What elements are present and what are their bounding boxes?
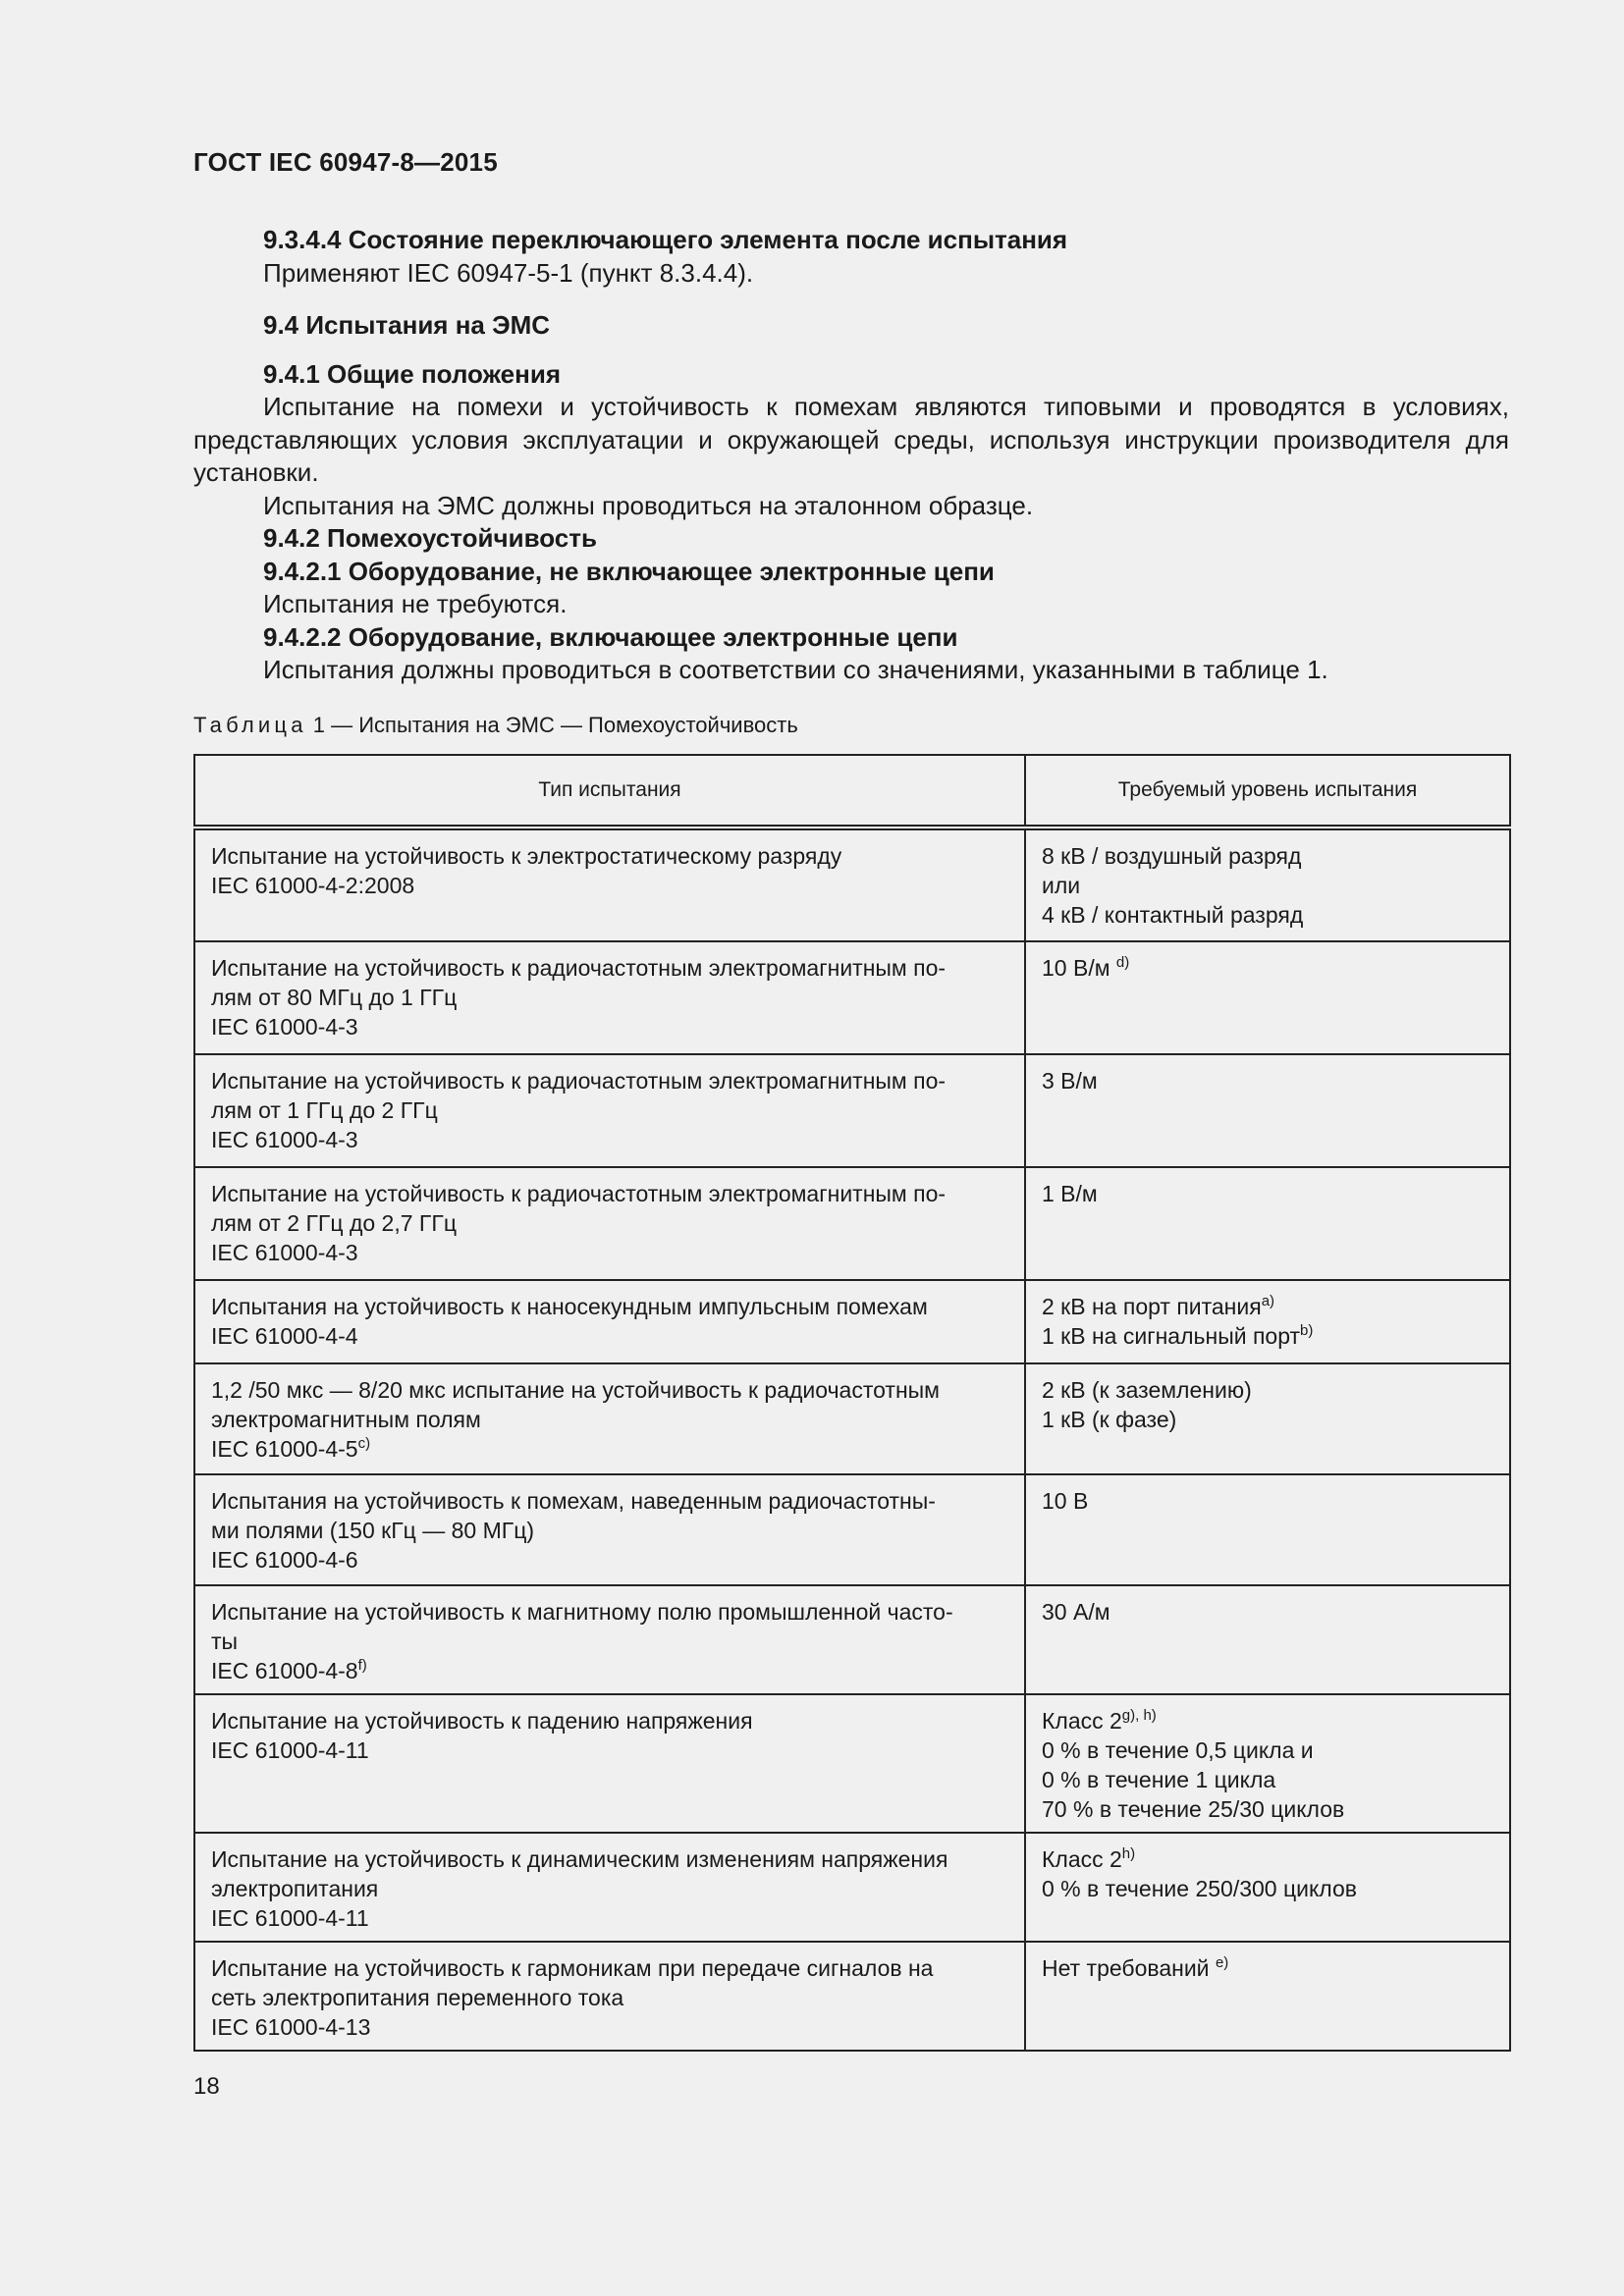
test-description: Испытание на устойчивость к динамическим изменениям напряжения электропитания IEC 61000-4-11 — [211, 1846, 948, 1931]
cell-level — [1025, 1833, 1510, 1942]
cell-level — [1025, 1942, 1510, 2051]
footnote-ref: c) — [357, 1435, 371, 1452]
heading-9-3-4-4: 9.3.4.4 Состояние переключающего элемента после испытания — [263, 225, 1068, 254]
cell-level — [1025, 1363, 1510, 1474]
cell-level — [1025, 828, 1510, 941]
table-row — [194, 1833, 1510, 1942]
footnote-ref: h) — [1121, 1845, 1136, 1862]
test-description: Испытание на устойчивость к радиочастотным электромагнитным по- лям от 1 ГГц до 2 ГГц IEC 61000-4-3 — [211, 1068, 947, 1152]
header-required-level: Требуемый уровень испытания — [1025, 755, 1510, 828]
test-description: Испытание на устойчивость к радиочастотным электромагнитным по- лям от 2 ГГц до 2,7 ГГц IEC 61000-4-3 — [211, 1181, 947, 1265]
test-level-a: 2 кВ на порт питания — [1042, 1294, 1262, 1319]
cell-test-type — [194, 1942, 1025, 2051]
cell-level — [1025, 1167, 1510, 1280]
heading-9-4-2-1: 9.4.2.1 Оборудование, не включающее электронные цепи — [263, 556, 995, 586]
test-level: 1 В/м — [1042, 1181, 1098, 1206]
table-row — [194, 941, 1510, 1054]
test-description: Испытание на устойчивость к электростатическому разряду IEC 61000-4-2:2008 — [211, 843, 842, 898]
test-level-class: Класс 2 — [1042, 1708, 1122, 1734]
cell-test-type — [194, 1694, 1025, 1833]
cell-level — [1025, 1474, 1510, 1585]
footnote-ref: e) — [1215, 1954, 1229, 1971]
footnote-ref: g), h) — [1121, 1707, 1157, 1724]
cell-level — [1025, 1694, 1510, 1833]
test-level: 2 кВ (к заземлению) 1 кВ (к фазе) — [1042, 1377, 1252, 1432]
cell-test-type — [194, 1474, 1025, 1585]
test-description: 1,2 /50 мкс — 8/20 мкс испытание на устойчивость к радиочастотным электромагнитным полям IEC 61000-4-5 — [211, 1377, 940, 1462]
test-level: 8 кВ / воздушный разряд или 4 кВ / контактный разряд — [1042, 843, 1304, 928]
cell-test-type — [194, 1280, 1025, 1363]
cell-test-type — [194, 1833, 1025, 1942]
ems-immunity-table — [193, 754, 1511, 2052]
header-test-type: Тип испытания — [194, 755, 1025, 828]
test-description: Испытания на устойчивость к наносекундным импульсным помехам IEC 61000-4-4 — [211, 1294, 928, 1349]
table-caption-label: Таблица — [193, 713, 307, 737]
test-level: 0 % в течение 250/300 циклов — [1042, 1876, 1358, 1901]
page-number: 18 — [193, 2073, 220, 2100]
footnote-ref: f) — [357, 1657, 367, 1674]
text-9-3-4-4: Применяют IEC 60947-5-1 (пункт 8.3.4.4). — [263, 257, 754, 288]
heading-9-4-1: 9.4.1 Общие положения — [263, 358, 561, 389]
paragraph-9-4-1-a: Испытание на помехи и устойчивость к помехам являются типовыми и проводятся в условиях, представляющих условия эксплуатации и окружающей среды, используя инструкции производителя для установки. — [193, 392, 1509, 487]
footnote-ref: d) — [1115, 954, 1130, 971]
test-level-b: 1 кВ на сигнальный порт — [1042, 1323, 1301, 1349]
test-level: 0 % в течение 0,5 цикла и 0 % в течение 1 цикла 70 % в течение 25/30 циклов — [1042, 1737, 1345, 1822]
document-header: ГОСТ IEC 60947-8—2015 — [193, 147, 498, 177]
test-level: 10 В — [1042, 1488, 1089, 1514]
table-row — [194, 1694, 1510, 1833]
table-row — [194, 1363, 1510, 1474]
table-row — [194, 1942, 1510, 2051]
test-level: Нет требований — [1042, 1955, 1216, 1981]
cell-test-type — [194, 1585, 1025, 1694]
table-row — [194, 1585, 1510, 1694]
footnote-ref: b) — [1300, 1322, 1314, 1339]
text-9-4-2-1: Испытания не требуются. — [263, 589, 568, 618]
table-caption — [193, 713, 798, 738]
paragraph-9-4-1-b: Испытания на ЭМС должны проводиться на эталонном образце. — [263, 490, 1034, 520]
test-level: 30 А/м — [1042, 1599, 1110, 1625]
text-9-4-2-2: Испытания должны проводиться в соответствии со значениями, указанными в таблице 1. — [263, 655, 1328, 684]
heading-9-4: 9.4 Испытания на ЭМС — [263, 310, 551, 340]
table-row — [194, 1167, 1510, 1280]
cell-level — [1025, 1054, 1510, 1167]
table-row — [194, 1280, 1510, 1363]
cell-test-type — [194, 828, 1025, 941]
cell-test-type — [194, 1167, 1025, 1280]
test-level: 10 В/м — [1042, 955, 1116, 981]
test-level: 3 В/м — [1042, 1068, 1098, 1094]
test-description: Испытания на устойчивость к помехам, наведенным радиочастотны- ми полями (150 кГц — 80 МГц) IEC 61000-4-6 — [211, 1488, 936, 1573]
test-description: Испытание на устойчивость к гармоникам при передаче сигналов на сеть электропитания переменного тока IEC 61000-4-13 — [211, 1955, 934, 2040]
footnote-ref: a) — [1261, 1293, 1275, 1309]
cell-test-type — [194, 1054, 1025, 1167]
cell-level — [1025, 941, 1510, 1054]
table-row — [194, 1474, 1510, 1585]
cell-test-type — [194, 941, 1025, 1054]
table-caption-text: 1 — Испытания на ЭМС — Помехоустойчивость — [306, 713, 798, 737]
cell-level — [1025, 1585, 1510, 1694]
body-text — [193, 224, 1509, 687]
test-description: Испытание на устойчивость к радиочастотным электромагнитным по- лям от 80 МГц до 1 ГГц IEC 61000-4-3 — [211, 955, 947, 1040]
test-description: Испытание на устойчивость к падению напряжения IEC 61000-4-11 — [211, 1708, 753, 1763]
cell-test-type — [194, 1363, 1025, 1474]
cell-level — [1025, 1280, 1510, 1363]
table-header-row — [194, 755, 1510, 828]
heading-9-4-2-2: 9.4.2.2 Оборудование, включающее электронные цепи — [263, 621, 958, 652]
table-row — [194, 1054, 1510, 1167]
test-level-class: Класс 2 — [1042, 1846, 1122, 1872]
test-description: Испытание на устойчивость к магнитному полю промышленной часто- ты IEC 61000-4-8 — [211, 1599, 953, 1683]
heading-9-4-2: 9.4.2 Помехоустойчивость — [263, 523, 597, 553]
table-row — [194, 828, 1510, 941]
